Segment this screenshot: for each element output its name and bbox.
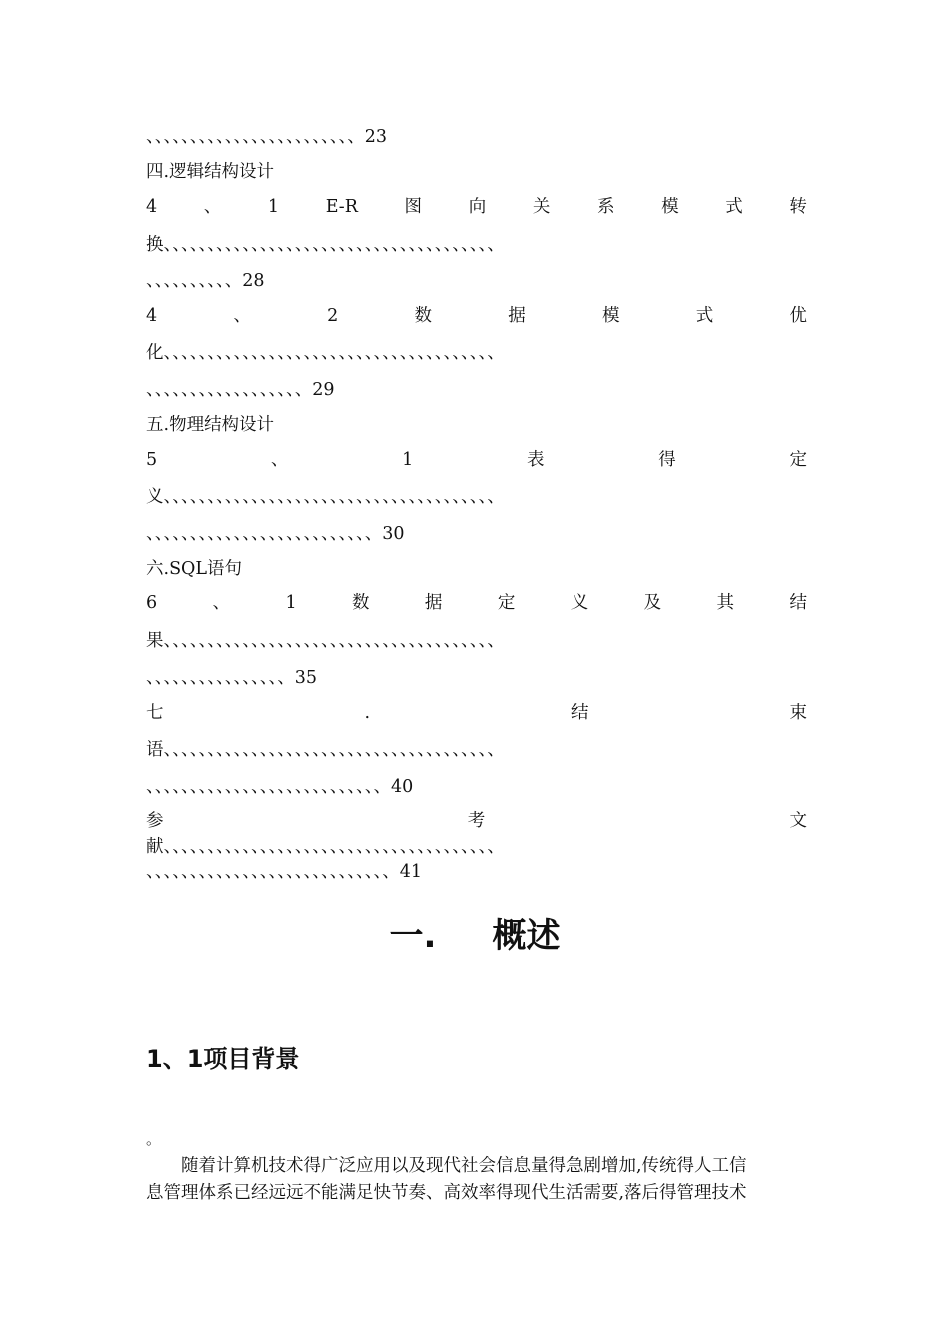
toc-token: 图 (404, 197, 423, 217)
toc-line: 、、、、、、、、、、、、、、、、、、、、、、、、、、30 (146, 524, 405, 544)
toc-token: 模 (661, 197, 679, 217)
section-heading: 1、1项目背景 (146, 1045, 300, 1073)
toc-line: 献、、、、、、、、、、、、、、、、、、、、、、、、、、、、、、、、、、、、、、 (146, 837, 505, 857)
toc-section-title: 四.逻辑结构设计 (146, 162, 275, 182)
toc-line: 果、、、、、、、、、、、、、、、、、、、、、、、、、、、、、、、、、、、、、、 (146, 631, 505, 651)
toc-token: 定 (789, 450, 807, 470)
toc-token: 优 (789, 306, 807, 326)
toc-line: 、、、、、、、、、、、、、、、、、、、、、、、、、、、40 (146, 777, 414, 797)
toc-token: 、 (270, 450, 289, 470)
toc-section-title: 五.物理结构设计 (146, 415, 275, 435)
toc-token: 1 (285, 593, 297, 613)
toc-token: 束 (789, 703, 807, 723)
toc-token: . (364, 703, 371, 723)
toc-line: 、、、、、、、、、、、、、、、、、、、、、、、、、、、、41 (146, 862, 423, 882)
toc-line: 化、、、、、、、、、、、、、、、、、、、、、、、、、、、、、、、、、、、、、、 (146, 343, 505, 363)
toc-token: 定 (497, 593, 516, 613)
toc-token: 表 (526, 450, 545, 470)
toc-token: 七 (146, 703, 164, 723)
toc-entry-justified (146, 195, 807, 219)
toc-token: 及 (643, 593, 662, 613)
toc-token: 义 (570, 593, 589, 613)
toc-line: 、、、、、、、、、、28 (146, 271, 265, 291)
toc-token: 、 (212, 593, 231, 613)
toc-token: 考 (467, 811, 486, 831)
toc-entry-justified (146, 304, 807, 328)
toc-token: 5 (146, 450, 158, 470)
toc-token: 模 (601, 306, 620, 326)
paragraph-mark: 。 (146, 1130, 162, 1148)
toc-token: 得 (658, 450, 676, 470)
toc-token: 2 (327, 306, 339, 326)
paragraph-line: 随着计算机技术得广泛应用以及现代社会信息量得急剧增加,传统得人工信 (146, 1156, 747, 1176)
chapter-title: 概述 (492, 916, 561, 956)
toc-token: 据 (424, 593, 443, 613)
toc-token: 数 (352, 593, 370, 613)
toc-entry-justified (146, 591, 807, 615)
toc-line: 、、、、、、、、、、、、、、、、、、29 (146, 380, 335, 400)
toc-section-title: 六.SQL语句 (146, 559, 243, 579)
toc-token: 结 (571, 703, 589, 723)
toc-token: 4 (146, 306, 158, 326)
toc-line: 、、、、、、、、、、、、、、、、、、、、、、、、23 (146, 127, 388, 147)
toc-token: 转 (789, 197, 807, 217)
toc-token: 1 (267, 197, 280, 217)
toc-line: 换、、、、、、、、、、、、、、、、、、、、、、、、、、、、、、、、、、、、、、 (146, 235, 505, 255)
toc-token: 1 (402, 450, 414, 470)
paragraph-line: 息管理体系已经远远不能满足快节奏、高效率得现代生活需要,落后得管理技术 (146, 1183, 747, 1203)
toc-token: 关 (532, 197, 551, 217)
toc-entry-justified (146, 448, 807, 472)
toc-token: 结 (789, 593, 807, 613)
toc-token: 数 (414, 306, 432, 326)
toc-token: 、 (203, 197, 222, 217)
toc-line: 语、、、、、、、、、、、、、、、、、、、、、、、、、、、、、、、、、、、、、、 (146, 740, 505, 760)
toc-token: 4 (146, 197, 158, 217)
chapter-heading (0, 912, 950, 960)
toc-token: 据 (508, 306, 526, 326)
toc-token: 、 (233, 306, 251, 326)
toc-token: 式 (695, 306, 714, 326)
toc-token: 参 (146, 811, 164, 831)
toc-entry-justified (146, 809, 807, 833)
toc-entry-justified (146, 701, 807, 725)
toc-token: 向 (468, 197, 487, 217)
toc-token: 其 (716, 593, 735, 613)
toc-token: 系 (596, 197, 615, 217)
toc-token: E-R (325, 197, 358, 217)
toc-line: 义、、、、、、、、、、、、、、、、、、、、、、、、、、、、、、、、、、、、、、 (146, 487, 505, 507)
toc-token: 文 (789, 811, 807, 831)
chapter-number: 一. (389, 916, 437, 956)
toc-line: 、、、、、、、、、、、、、、、、35 (146, 668, 318, 688)
toc-token: 6 (146, 593, 158, 613)
toc-token: 式 (725, 197, 743, 217)
